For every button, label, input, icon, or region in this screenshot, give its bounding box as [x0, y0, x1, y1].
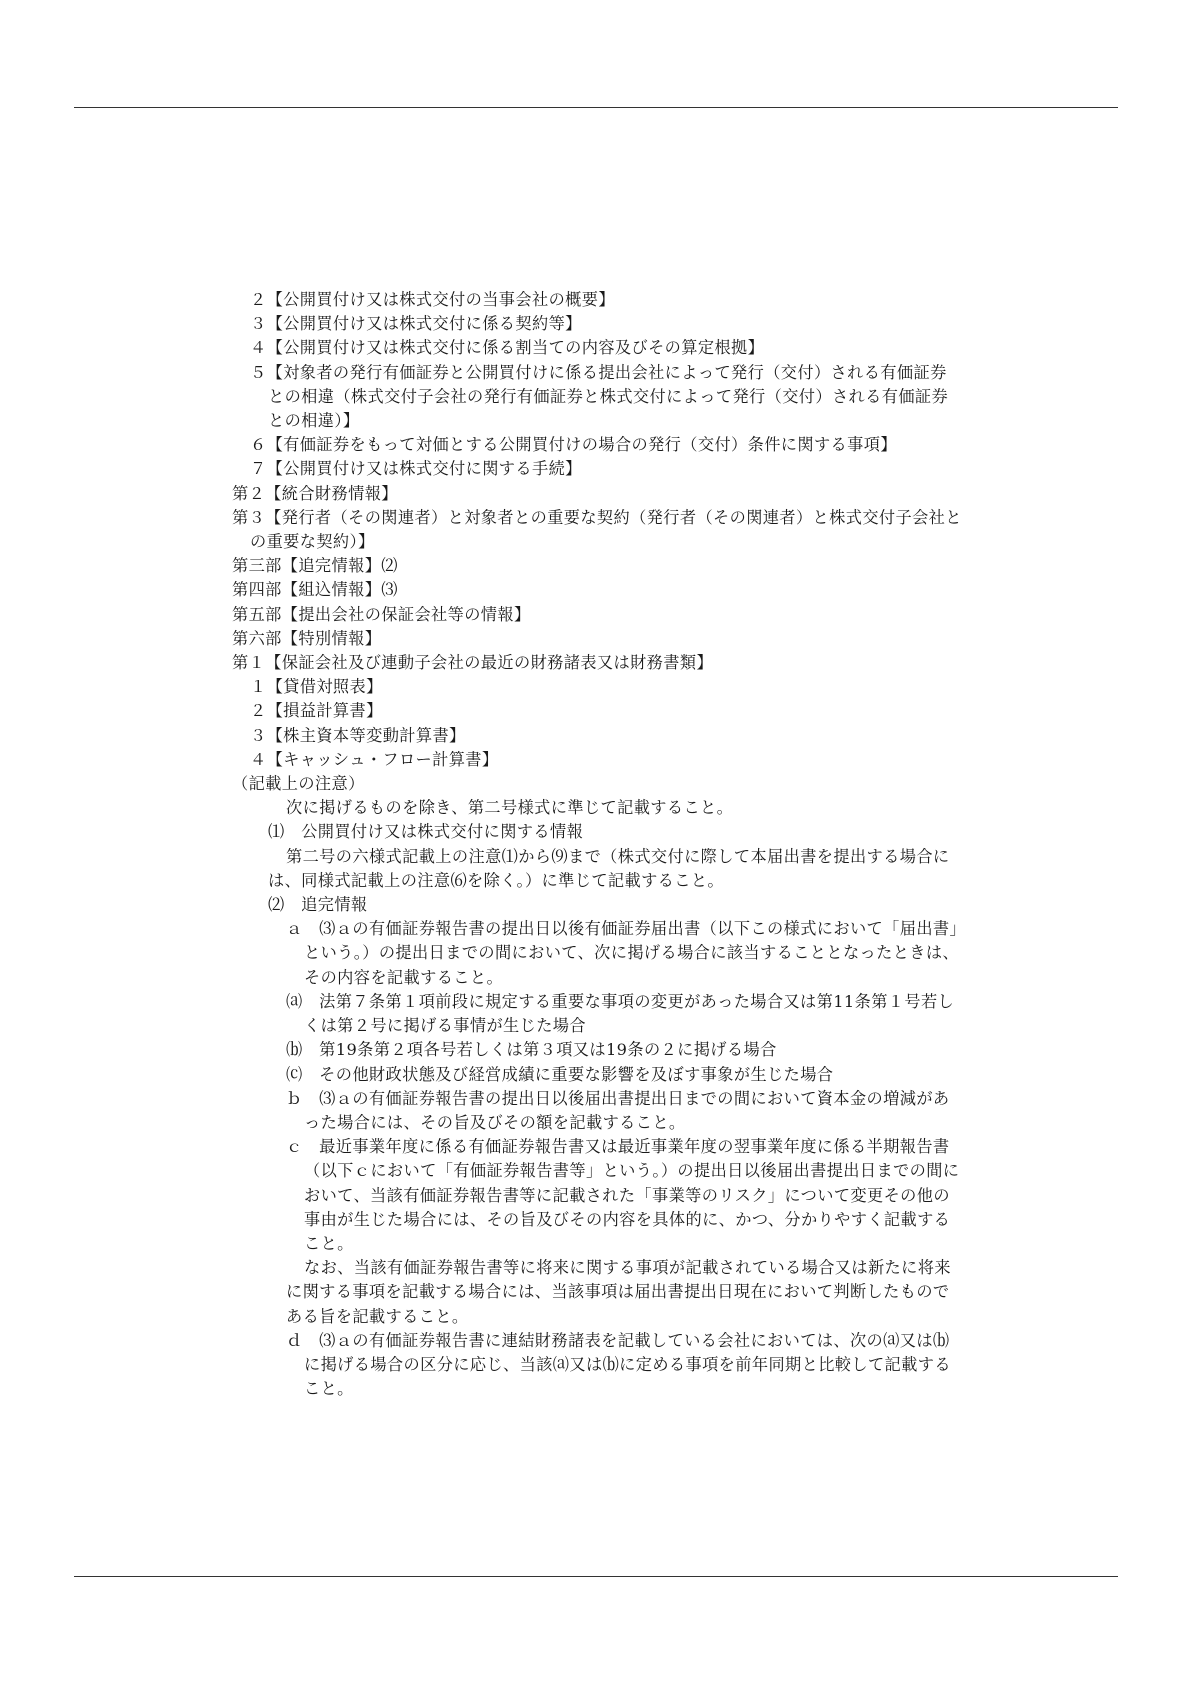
- document-line: 第六部【特別情報】: [232, 628, 382, 648]
- document-body: [232, 288, 962, 1401]
- document-line: 第五部【提出会社の保証会社等の情報】: [232, 604, 531, 624]
- document-line: ３【公開買付け又は株式交付に係る契約等】: [250, 314, 582, 334]
- document-line: なお、当該有価証券報告書等に将来に関する事項が記載されている場合又は新たに将来に関する事項を記載する場合には、当該事項は届出書提出日現在において判断したものである旨を記載すること。: [286, 1258, 951, 1326]
- document-line: 第１【保証会社及び連動子会社の最近の財務諸表又は財務書類】: [232, 653, 714, 673]
- document-line: ３【株主資本等変動計算書】: [250, 725, 466, 745]
- document-line: １【貸借対照表】: [250, 677, 383, 697]
- document-line: ２【公開買付け又は株式交付の当事会社の概要】: [250, 290, 615, 309]
- document-line: ⑴ 公開買付け又は株式交付に関する情報: [268, 822, 584, 842]
- document-line: 第２【統合財務情報】: [232, 483, 398, 503]
- document-line: ４【キャッシュ・フロー計算書】: [250, 749, 499, 769]
- document-line: 第二号の六様式記載上の注意⑴から⑼まで（株式交付に際して本届出書を提出する場合には、同様式記載上の注意⑹を除く。）に準じて記載すること。: [268, 846, 950, 890]
- document-line: （記載上の注意）: [232, 774, 365, 794]
- document-line: ６【有価証券をもって対価とする公開買付けの場合の発行（交付）条件に関する事項】: [250, 435, 897, 455]
- document-line: ⒞ その他財政状態及び経営成績に重要な影響を及ぼす事象が生じた場合: [286, 1064, 834, 1084]
- document-line: ⒜ 法第７条第１項前段に規定する重要な事項の変更があった場合又は第11条第１号若しくは第２号に掲げる事情が生じた場合: [286, 991, 955, 1036]
- document-line: 第四部【組込情報】⑶: [232, 580, 398, 600]
- document-line: ２【損益計算書】: [250, 701, 383, 721]
- footer-rule: [74, 1576, 1118, 1577]
- document-line: 第３【発行者（その関連者）と対象者との重要な契約（発行者（その関連者）と株式交付子会社との重要な契約）】: [232, 507, 962, 552]
- document-line: ⑵ 追完情報: [268, 895, 368, 915]
- document-line: ５【対象者の発行有価証券と公開買付けに係る提出会社によって発行（交付）される有価証券との相違（株式交付子会社の発行有価証券と株式交付によって発行（交付）される有価証券との相違）】: [250, 362, 949, 431]
- header-rule: [74, 107, 1118, 108]
- document-line: ａ ⑶ａの有価証券報告書の提出日以後有価証券届出書（以下この様式において「届出書」という。）の提出日までの間において、次に掲げる場合に該当することとなったときは、その内容を記載すること。: [286, 919, 960, 987]
- document-line: 第三部【追完情報】⑵: [232, 556, 398, 576]
- document-line: ７【公開買付け又は株式交付に関する手続】: [250, 459, 582, 479]
- document-line: ｃ 最近事業年度に係る有価証券報告書又は最近事業年度の翌事業年度に係る半期報告書（以下ｃにおいて「有価証券報告書等」という。）の提出日以後届出書提出日までの間において、当該有価証券報告書等に記載された「事業等のリスク」について変更その他の事由が生じた場合には、その旨及びその内容を具体的に、かつ、分かりやすく記載すること。: [286, 1137, 960, 1253]
- document-line: ｂ ⑶ａの有価証券報告書の提出日以後届出書提出日までの間において資本金の増減があった場合には、その旨及びその額を記載すること。: [286, 1088, 950, 1132]
- document-line: 次に掲げるものを除き、第二号様式に準じて記載すること。: [286, 798, 734, 818]
- document-line: ｄ ⑶ａの有価証券報告書に連結財務諸表を記載している会社においては、次の⒜又は⒝に掲げる場合の区分に応じ、当該⒜又は⒝に定める事項を前年同期と比較して記載すること。: [286, 1330, 951, 1399]
- document-line: ４【公開買付け又は株式交付に係る割当ての内容及びその算定根拠】: [250, 338, 765, 358]
- document-line: ⒝ 第19条第２項各号若しくは第３項又は19条の２に掲げる場合: [286, 1040, 777, 1060]
